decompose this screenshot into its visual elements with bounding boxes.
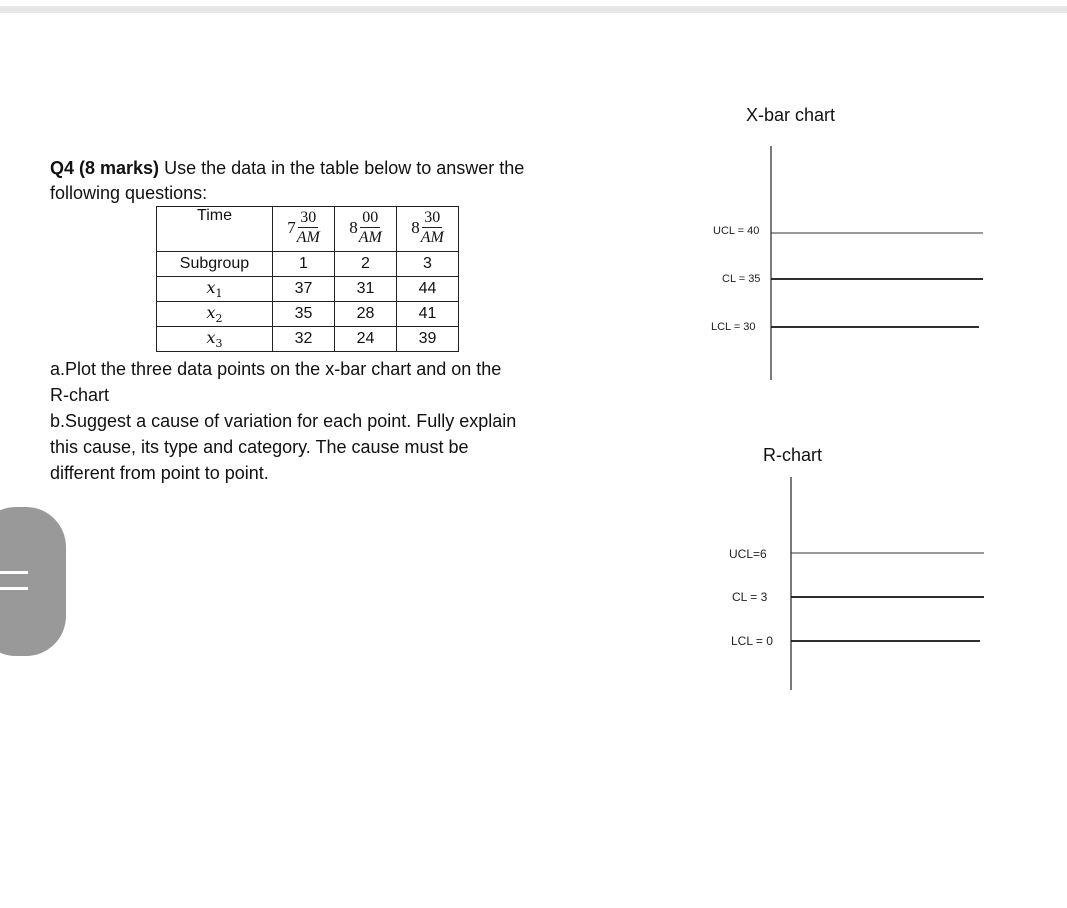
- table-cell: 35: [273, 302, 335, 327]
- time-header: Time: [157, 207, 273, 252]
- r-cl-label: CL = 3: [732, 590, 768, 604]
- time-cell-1: 7 $\frac{30}{AM}$: [273, 207, 335, 252]
- task-b-line2: this cause, its type and category. The cause must be: [50, 437, 469, 457]
- question-intro-text: Use the data in the table below to answer the: [164, 158, 525, 178]
- r-ucl-label: UCL=6: [729, 547, 767, 561]
- task-b-line1: b.Suggest a cause of variation for each point. Fully explain: [50, 411, 517, 431]
- task-b-line3: different from point to point.: [50, 463, 269, 483]
- xbar-cl-label: CL = 35: [722, 273, 761, 285]
- question-intro-cont: following questions:: [50, 183, 208, 203]
- side-drag-handle[interactable]: [0, 507, 66, 656]
- table-cell: 41: [397, 302, 459, 327]
- r-chart-title: R-chart: [763, 445, 823, 465]
- subgroup-cell: 3: [397, 252, 459, 277]
- task-a-line2: R-chart: [50, 385, 110, 405]
- xbar-chart-title: X-bar chart: [746, 105, 836, 125]
- subgroup-header: Subgroup: [157, 252, 273, 277]
- time-cell-2: 8 $\frac{00}{AM}$: [335, 207, 397, 252]
- x3-header: $x_3$: [157, 327, 273, 352]
- question-label: Q4 (8 marks): [50, 158, 160, 178]
- x2-header: $x_2$: [157, 302, 273, 327]
- handle-grip-bottom: [0, 587, 28, 590]
- table-cell: 31: [335, 277, 397, 302]
- subgroup-cell: 2: [335, 252, 397, 277]
- time-cell-3: 8 $\frac{30}{AM}$: [397, 207, 459, 252]
- table-cell: 28: [335, 302, 397, 327]
- handle-grip-top: [0, 571, 28, 574]
- table-cell: 37: [273, 277, 335, 302]
- subgroup-cell: 1: [273, 252, 335, 277]
- xbar-lcl-label: LCL = 30: [711, 321, 756, 333]
- table-cell: 44: [397, 277, 459, 302]
- table-cell: 39: [397, 327, 459, 352]
- x1-header: $x_1$: [157, 277, 273, 302]
- table-cell: 32: [273, 327, 335, 352]
- xbar-ucl-label: UCL = 40: [713, 225, 760, 237]
- task-a-line1: a.Plot the three data points on the x-bar chart and on the: [50, 359, 502, 379]
- table-cell: 24: [335, 327, 397, 352]
- r-lcl-label: LCL = 0: [731, 634, 773, 648]
